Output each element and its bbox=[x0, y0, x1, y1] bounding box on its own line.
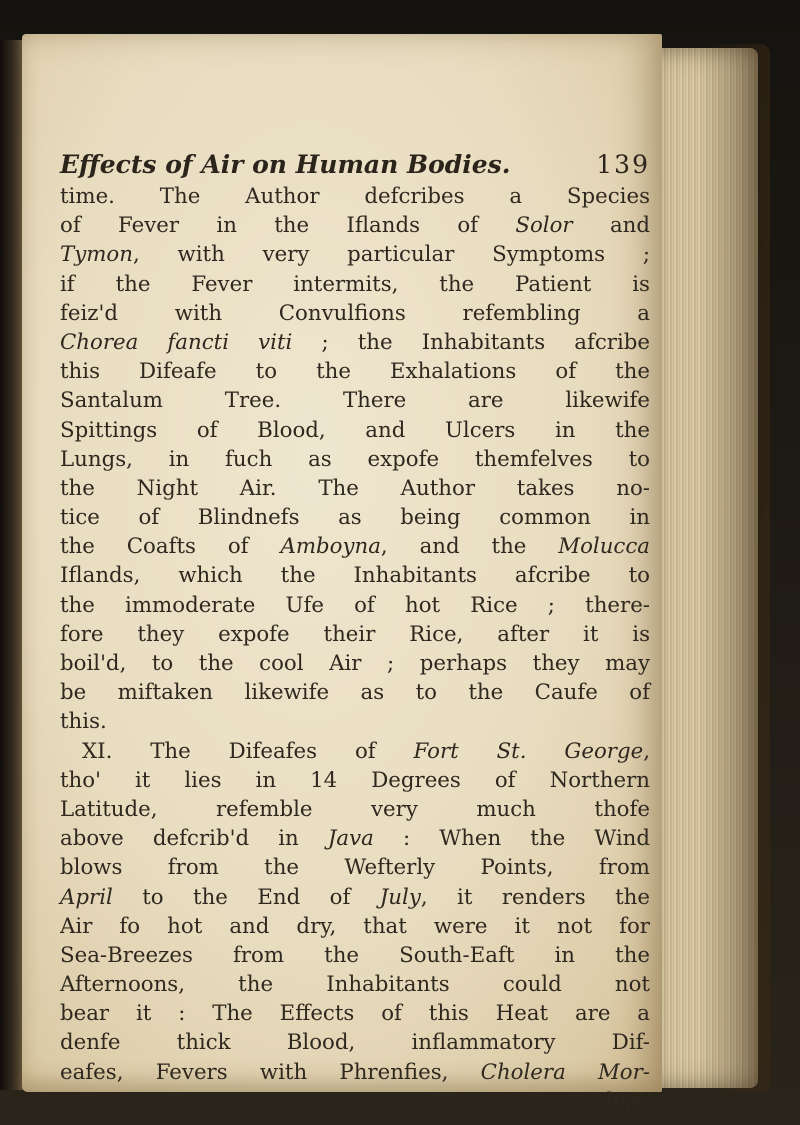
text-segment: blows from the Wefterly Points, from bbox=[60, 855, 650, 881]
text-segment: Tymon bbox=[60, 242, 133, 268]
text-line bbox=[60, 707, 650, 736]
text-segment: the Coafts of bbox=[60, 534, 281, 560]
text-segment: if the Fever intermits, the Patient is bbox=[60, 271, 650, 297]
text-line bbox=[60, 1028, 650, 1057]
text-line bbox=[60, 270, 650, 299]
text-segment: Fort St. George bbox=[413, 738, 644, 764]
text-segment: Solor bbox=[515, 213, 573, 239]
text-line bbox=[60, 678, 650, 707]
text-segment: the immoderate Ufe of hot Rice ; there- bbox=[60, 592, 650, 618]
text-line bbox=[60, 853, 650, 882]
body-text bbox=[60, 182, 650, 1116]
text-segment: denfe thick Blood, inflammatory Dif- bbox=[60, 1030, 650, 1056]
text-segment: Amboyna bbox=[280, 534, 381, 560]
text-segment: eafes, Fevers with Phrenfies, bbox=[60, 1059, 481, 1085]
text-line bbox=[60, 970, 650, 999]
text-line bbox=[60, 737, 650, 766]
running-head: Effects of Air on Human Bodies. bbox=[60, 150, 511, 179]
text-line bbox=[60, 561, 650, 590]
text-line bbox=[60, 299, 650, 328]
text-segment: Air fo hot and dry, that were it not for bbox=[60, 913, 650, 939]
text-segment: Latitude, refemble very much thofe bbox=[60, 796, 650, 822]
text-segment: , bbox=[643, 1088, 650, 1114]
left-book-edge bbox=[0, 40, 24, 1090]
text-segment: Molucca bbox=[558, 534, 650, 560]
text-segment: Cholera Mor- bbox=[480, 1059, 650, 1085]
text-line bbox=[60, 1058, 650, 1087]
text-segment: this. bbox=[60, 709, 107, 735]
text-line bbox=[60, 620, 650, 649]
text-line bbox=[60, 474, 650, 503]
text-segment: Spittings of Blood, and Ulcers in the bbox=[60, 417, 650, 443]
text-segment: this Difeafe to the Exhalations of the bbox=[60, 359, 650, 385]
text-segment: tice of Blindnefs as being common in bbox=[60, 505, 650, 531]
text-segment: feiz'd with Convulfions refembling a bbox=[60, 300, 650, 326]
text-segment: Lungs, in fuch as expofe themfelves to bbox=[60, 446, 650, 472]
text-line bbox=[60, 766, 650, 795]
page-stack-shadow bbox=[700, 44, 770, 1092]
text-segment: the Night Air. The Author takes no- bbox=[60, 475, 650, 501]
text-line bbox=[60, 824, 650, 853]
page-header bbox=[60, 150, 650, 186]
text-segment: : When the Wind bbox=[373, 826, 650, 852]
text-segment: and bbox=[572, 213, 650, 239]
text-segment: Santalum Tree. There are likewife bbox=[60, 388, 650, 414]
text-segment: April bbox=[60, 884, 113, 910]
text-segment: , bbox=[643, 738, 650, 764]
text-line bbox=[60, 912, 650, 941]
text-segment: be miftaken likewife as to the Caufe of bbox=[60, 680, 650, 706]
text-segment: Java bbox=[327, 826, 374, 852]
text-segment: ; the Inhabitants afcribe bbox=[292, 329, 650, 355]
text-segment: to the End of bbox=[112, 884, 380, 910]
text-line bbox=[60, 532, 650, 561]
text-segment: Sea-Breezes from the South-Eaft in the bbox=[60, 942, 650, 968]
text-segment: , it renders the bbox=[420, 884, 650, 910]
text-line bbox=[60, 328, 650, 357]
text-segment: , and the bbox=[380, 534, 559, 560]
text-segment: tho' it lies in 14 Degrees of Northern bbox=[60, 767, 650, 793]
text-line bbox=[60, 445, 650, 474]
text-line bbox=[60, 795, 650, 824]
text-segment: Afternoons, the Inhabitants could not bbox=[60, 972, 650, 998]
page-number: 139 bbox=[596, 150, 650, 179]
text-segment: boil'd, to the cool Air ; perhaps they may bbox=[60, 651, 650, 676]
text-line bbox=[60, 1087, 650, 1116]
text-line bbox=[60, 240, 650, 269]
text-segment: Iflands, which the Inhabitants afcribe to bbox=[60, 563, 650, 589]
text-segment: XI. The Difeafes of bbox=[82, 738, 414, 764]
text-segment: above defcrib'd in bbox=[60, 826, 328, 852]
text-segment: Chorea fancti viti bbox=[60, 329, 293, 355]
text-line bbox=[60, 883, 650, 912]
text-segment: time. The Author defcribes a Species bbox=[60, 184, 650, 209]
text-segment: July bbox=[379, 884, 421, 910]
text-line bbox=[60, 941, 650, 970]
text-line bbox=[60, 416, 650, 445]
text-segment: of Fever in the Iflands of bbox=[60, 213, 516, 239]
text-line bbox=[60, 591, 650, 620]
text-segment: bear it : The Effects of this Heat are a bbox=[60, 1001, 650, 1027]
text-line bbox=[60, 182, 650, 211]
text-line bbox=[60, 357, 650, 386]
text-line bbox=[60, 211, 650, 240]
text-line bbox=[60, 503, 650, 532]
text-segment: bus bbox=[604, 1088, 644, 1114]
text-line bbox=[60, 999, 650, 1028]
text-segment: fore they expofe their Rice, after it is bbox=[60, 621, 650, 647]
text-line bbox=[60, 386, 650, 415]
text-line bbox=[60, 649, 650, 678]
text-segment: , with very particular Symptoms ; bbox=[132, 242, 650, 268]
